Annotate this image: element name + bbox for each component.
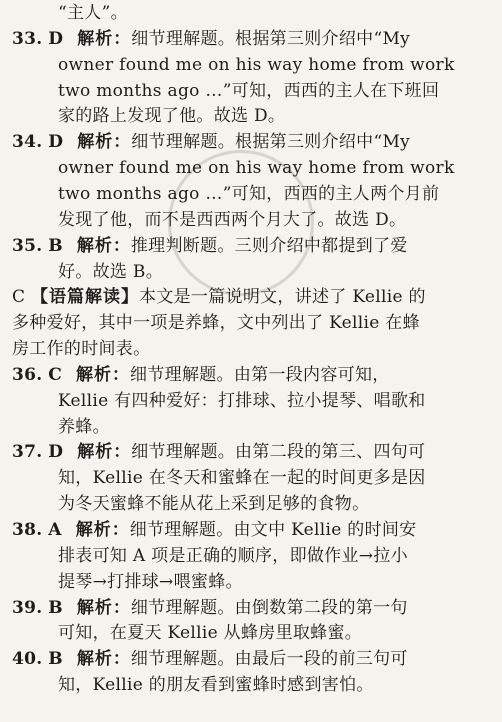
text-line: 养蜂。 bbox=[58, 417, 110, 437]
text-line: 发现了他，而不是西西两个月大了。故选 D。 bbox=[58, 210, 407, 230]
section-c-line-1: C 【语篇解读】本文是一篇说明文，讲述了 Kellie 的 bbox=[12, 287, 426, 307]
text-line: two months ago …”可知，西西的主人两个月前 bbox=[58, 184, 440, 204]
q35-line-1: 35. B 解析：推理判断题。三则介绍中都提到了爱 bbox=[12, 236, 408, 256]
text-line: 可知，在夏天 Kellie 从蜂房里取蜂蜜。 bbox=[58, 623, 363, 643]
text-line: 好。故选 B。 bbox=[58, 262, 163, 282]
text-line: owner found me on his way home from work bbox=[58, 55, 455, 75]
text-line: 房工作的时间表。 bbox=[12, 339, 151, 359]
text-line: “主人”。 bbox=[58, 3, 128, 23]
q34-line-1: 34. D 解析：细节理解题。根据第三则介绍中“My bbox=[12, 132, 411, 152]
q39-line-1: 39. B 解析：细节理解题。由倒数第二段的第一句 bbox=[12, 598, 408, 618]
q38-line-1: 38. A 解析：细节理解题。由文中 Kellie 的时间安 bbox=[12, 520, 417, 540]
q33-line-1: 33. D 解析：细节理解题。根据第三则介绍中“My bbox=[12, 29, 411, 49]
text-line: 提琴→打排球→喂蜜蜂。 bbox=[58, 572, 243, 592]
text-line: owner found me on his way home from work bbox=[58, 158, 455, 178]
text-line: two months ago …”可知，西西的主人在下班回 bbox=[58, 81, 440, 101]
text-line: 知，Kellie 在冬天和蜜蜂在一起的时间更多是因 bbox=[58, 468, 426, 488]
q36-line-1: 36. C 解析：细节理解题。由第一段内容可知， bbox=[12, 365, 390, 385]
q37-line-1: 37. D 解析：细节理解题。由第二段的第三、四句可 bbox=[12, 442, 426, 462]
text-line: 家的路上发现了他。故选 D。 bbox=[58, 106, 286, 126]
text-line: 为冬天蜜蜂不能从花上采到足够的食物。 bbox=[58, 494, 370, 514]
q40-line-1: 40. B 解析：细节理解题。由最后一段的前三句可 bbox=[12, 649, 408, 669]
text-line: 知，Kellie 的朋友看到蜜蜂时感到害怕。 bbox=[58, 675, 374, 695]
text-line: Kellie 有四种爱好：打排球、拉小提琴、唱歌和 bbox=[58, 391, 426, 411]
text-line: 排表可知 A 项是正确的顺序，即做作业→拉小 bbox=[58, 546, 408, 566]
text-line: 多种爱好，其中一项是养蜂，文中列出了 Kellie 在蜂 bbox=[12, 313, 420, 333]
